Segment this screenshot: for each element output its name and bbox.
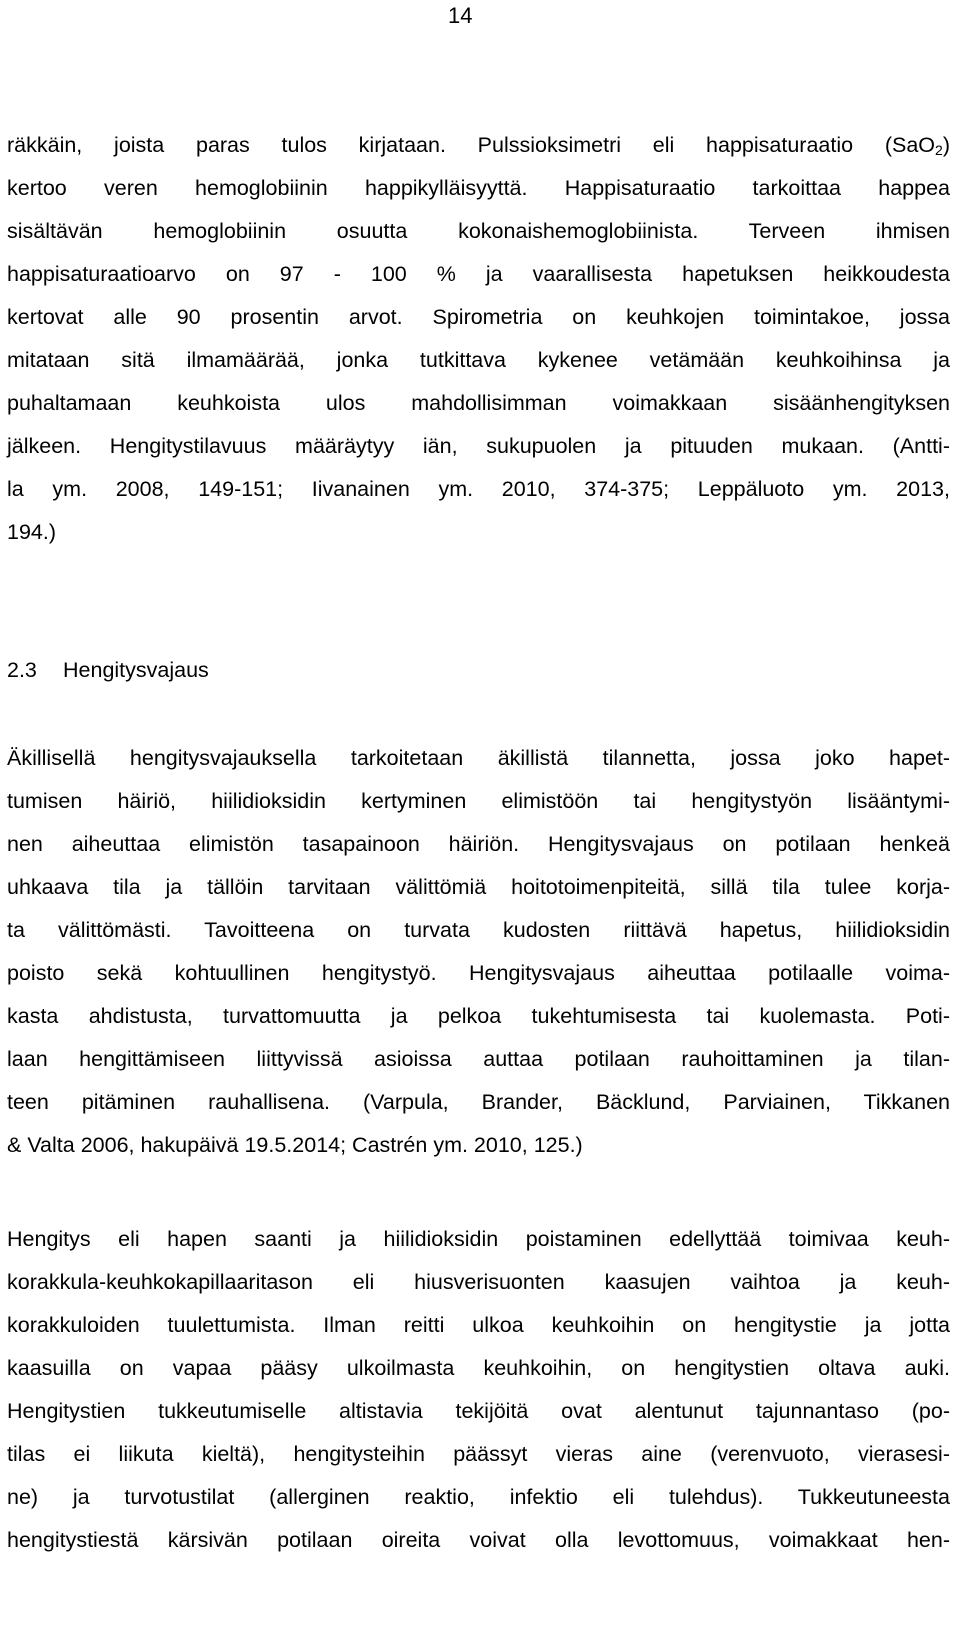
text-line: tilas ei liikuta kieltä), hengitysteihin päässyt vieras aine (verenvuoto, vierasesi- (7, 1442, 950, 1466)
text-line: la ym. 2008, 149-151; Iivanainen ym. 2010, 374-375; Leppäluoto ym. 2013, (7, 477, 950, 501)
text-line: uhkaava tila ja tällöin tarvitaan välittömiä hoitotoimenpiteitä, sillä tila tulee korja- (7, 875, 950, 899)
text-line: räkkäin, joista paras tulos kirjataan. Pulssioksimetri eli happisaturaatio (SaO$_2$) (7, 133, 950, 158)
section-title: Hengitysvajaus (63, 658, 209, 682)
text-line: poisto sekä kohtuullinen hengitystyö. Hengitysvajaus aiheuttaa potilaalle voima- (7, 961, 950, 985)
section-heading (7, 655, 209, 685)
text-line: hengitystiestä kärsivän potilaan oireita voivat olla levottomuus, voimakkaat hen- (7, 1528, 950, 1552)
text-line: happisaturaatioarvo on 97 - 100 % ja vaarallisesta hapetuksen heikkoudesta (7, 262, 950, 286)
text-line: mitataan sitä ilmamäärää, jonka tutkittava kykenee vetämään keuhkoihinsa ja (7, 348, 950, 372)
text-line: laan hengittämiseen liittyvissä asioissa auttaa potilaan rauhoittaminen ja tilan- (7, 1047, 950, 1071)
text-line: & Valta 2006, hakupäivä 19.5.2014; Castrén ym. 2010, 125.) (7, 1133, 583, 1157)
text-line: kasta ahdistusta, turvattomuutta ja pelkoa tukehtumisesta tai kuolemasta. Poti- (7, 1004, 950, 1028)
text-line: puhaltamaan keuhkoista ulos mahdollisimman voimakkaan sisäänhengityksen (7, 391, 950, 415)
text-line: tumisen häiriö, hiilidioksidin kertyminen elimistöön tai hengitystyön lisääntymi- (7, 789, 950, 813)
text-line: ta välittömästi. Tavoitteena on turvata kudosten riittävä hapetus, hiilidioksidin (7, 918, 950, 942)
text-line: korakkula-keuhkokapillaaritason eli hiusverisuonten kaasujen vaihtoa ja keuh- (7, 1270, 950, 1294)
text-line: ne) ja turvotustilat (allerginen reaktio, infektio eli tulehdus). Tukkeutuneesta (7, 1485, 950, 1509)
text-line: 194.) (7, 520, 57, 544)
text-line: kertovat alle 90 prosentin arvot. Spirometria on keuhkojen toimintakoe, jossa (7, 305, 950, 329)
page-number: 14 (448, 3, 473, 28)
text-line: sisältävän hemoglobiinin osuutta kokonaishemoglobiinista. Terveen ihmisen (7, 219, 950, 243)
text-line: jälkeen. Hengitystilavuus määräytyy iän, sukupuolen ja pituuden mukaan. (Antti- (7, 434, 950, 458)
section-number: 2.3 (7, 658, 37, 682)
text-line: korakkuloiden tuulettumista. Ilman reitti ulkoa keuhkoihin on hengitystie ja jotta (7, 1313, 950, 1337)
text-line: Hengitys eli hapen saanti ja hiilidioksidin poistaminen edellyttää toimivaa keuh- (7, 1227, 950, 1251)
text-line: Äkillisellä hengitysvajauksella tarkoitetaan äkillistä tilannetta, jossa joko hapet- (7, 746, 950, 770)
text-line: kaasuilla on vapaa pääsy ulkoilmasta keuhkoihin, on hengitystien oltava auki. (7, 1356, 950, 1380)
text-line: nen aiheuttaa elimistön tasapainoon häiriön. Hengitysvajaus on potilaan henkeä (7, 832, 950, 856)
text-line: teen pitäminen rauhallisena. (Varpula, Brander, Bäcklund, Parviainen, Tikkanen (7, 1090, 950, 1114)
text-line: kertoo veren hemoglobiinin happikylläisyyttä. Happisaturaatio tarkoittaa happea (7, 176, 950, 200)
text-line: Hengitystien tukkeutumiselle altistavia tekijöitä ovat alentunut tajunnantaso (po- (7, 1399, 950, 1423)
